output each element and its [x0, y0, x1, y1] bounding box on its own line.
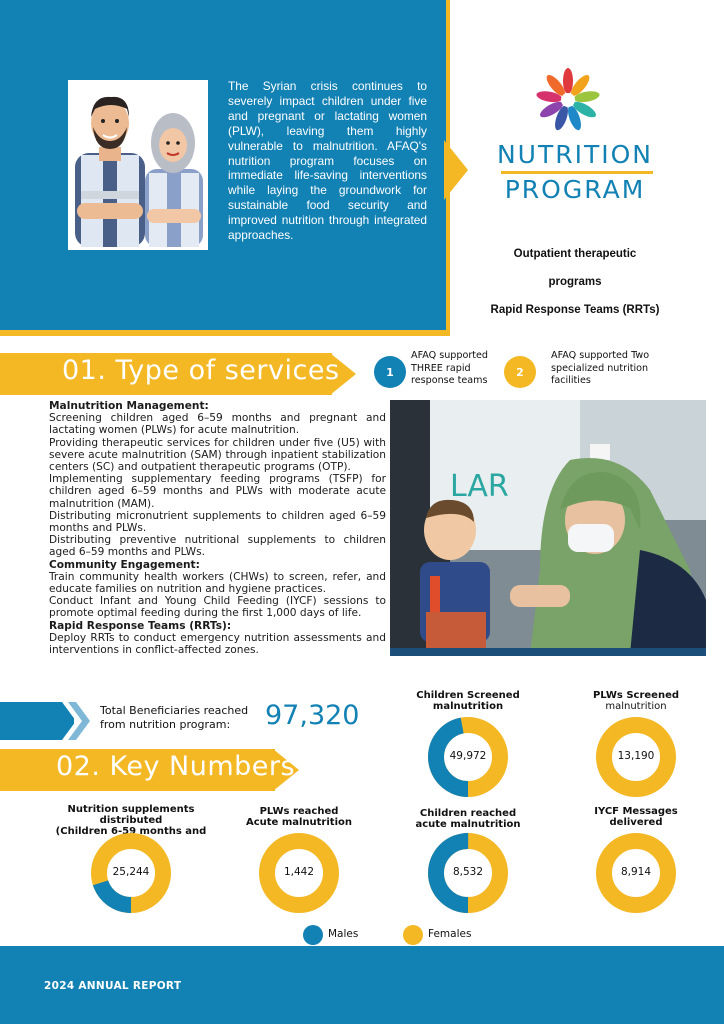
donut-value: 25,244	[112, 866, 150, 878]
beneficiaries-label: Total Beneficiaries reached from nutrition program:	[100, 704, 249, 731]
donut-value: 8,532	[452, 866, 484, 878]
footer-text: 2024 ANNUAL REPORT	[44, 980, 182, 992]
services-item: Providing therapeutic services for children under five (U5) with severe acute malnutrition (SAM) through inpatient stabilization centers (SC) and outpatient therapeutic programs (OTP).	[49, 436, 386, 474]
legend-females-label: Females	[428, 928, 472, 940]
afaq-flower-logo-icon	[532, 64, 604, 136]
donut-title: PLWs reached Acute malnutrition	[245, 806, 352, 828]
donut-title: Nutrition supplements distributed (Children 6-59 months and PLWs)	[55, 804, 207, 848]
donut-value: 13,190	[617, 750, 655, 762]
program-type-2: programs	[548, 276, 602, 288]
services-item: Distributing preventive nutritional supplements to children aged 6–59 months and PLWs.	[49, 534, 386, 559]
double-chevron-right-icon	[62, 702, 90, 740]
services-item: Implementing supplementary feeding programs (TSFP) for children aged 6–59 months and PLWs with moderate acute malnutrition (MAM).	[49, 473, 386, 510]
chevron-right-icon	[444, 140, 468, 200]
program-title-line2: PROGRAM	[504, 175, 646, 204]
note-1-text: AFAQ supported THREE rapid response teams	[411, 350, 489, 386]
services-item: Screening children aged 6–59 months and pregnant and lactating women (PLWs) for acute malnutrition.	[49, 412, 386, 437]
program-type-1: Outpatient therapeutic	[513, 248, 637, 260]
program-type-3: Rapid Response Teams (RRTs)	[490, 304, 660, 316]
services-item: Deploy RRTs to conduct emergency nutrition assessments and interventions in conflict-affected zones.	[49, 631, 386, 657]
services-heading: Malnutrition Management:	[49, 400, 209, 412]
beneficiaries-value: 97,320	[265, 700, 360, 731]
section1-title: 01. Type of services	[62, 355, 340, 386]
donut-title: PLWs Screened malnutrition	[592, 690, 680, 712]
clinic-photo	[390, 400, 706, 654]
program-title-line1: NUTRITION	[496, 140, 654, 169]
donut-title: Children Screened malnutrition	[416, 690, 520, 712]
photo-caption-bar	[390, 648, 706, 656]
program-title-rule	[501, 171, 653, 174]
services-heading: Community Engagement:	[49, 558, 200, 571]
note-2-badge: 2	[504, 356, 536, 388]
intro-paragraph: The Syrian crisis continues to severely impact children under five and pregnant or lactating women (PLW), leaving them highly vulnerable to malnutrition. AFAQ's nutrition program focuses on immediate life-saving interventions while laying the groundwork for sustainable food security and improved nutrition through integrated approaches.	[228, 79, 427, 243]
staff-illustration	[68, 80, 208, 250]
services-heading: Rapid Response Teams (RRTs):	[49, 619, 232, 632]
svg-text:LAR: LAR	[450, 469, 509, 504]
donut-value: 1,442	[283, 866, 315, 878]
donut-title: IYCF Messages delivered	[594, 806, 678, 828]
legend-males-swatch	[303, 925, 323, 945]
services-item: Conduct Infant and Young Child Feeding (IYCF) sessions to promote optimal feeding during the first 1,000 days of life.	[49, 595, 386, 620]
services-item: Distributing micronutrient supplements to children aged 6–59 months and PLWs.	[49, 509, 386, 535]
donut-value: 49,972	[449, 750, 487, 762]
note-1-badge: 1	[374, 356, 406, 388]
services-item: Train community health workers (CHWs) to screen, refer, and educate families on nutrition and hygiene practices.	[49, 570, 386, 596]
legend-males-label: Males	[328, 928, 359, 940]
header-accent-bottom	[0, 330, 450, 336]
services-list	[49, 400, 386, 656]
donut-value: 8,914	[620, 866, 652, 878]
section2-title: 02. Key Numbers	[56, 751, 296, 782]
legend-females-swatch	[403, 925, 423, 945]
donut-title: Children reached acute malnutrition	[415, 808, 521, 830]
note-2-text: AFAQ supported Two specialized nutrition facilities	[551, 350, 650, 386]
